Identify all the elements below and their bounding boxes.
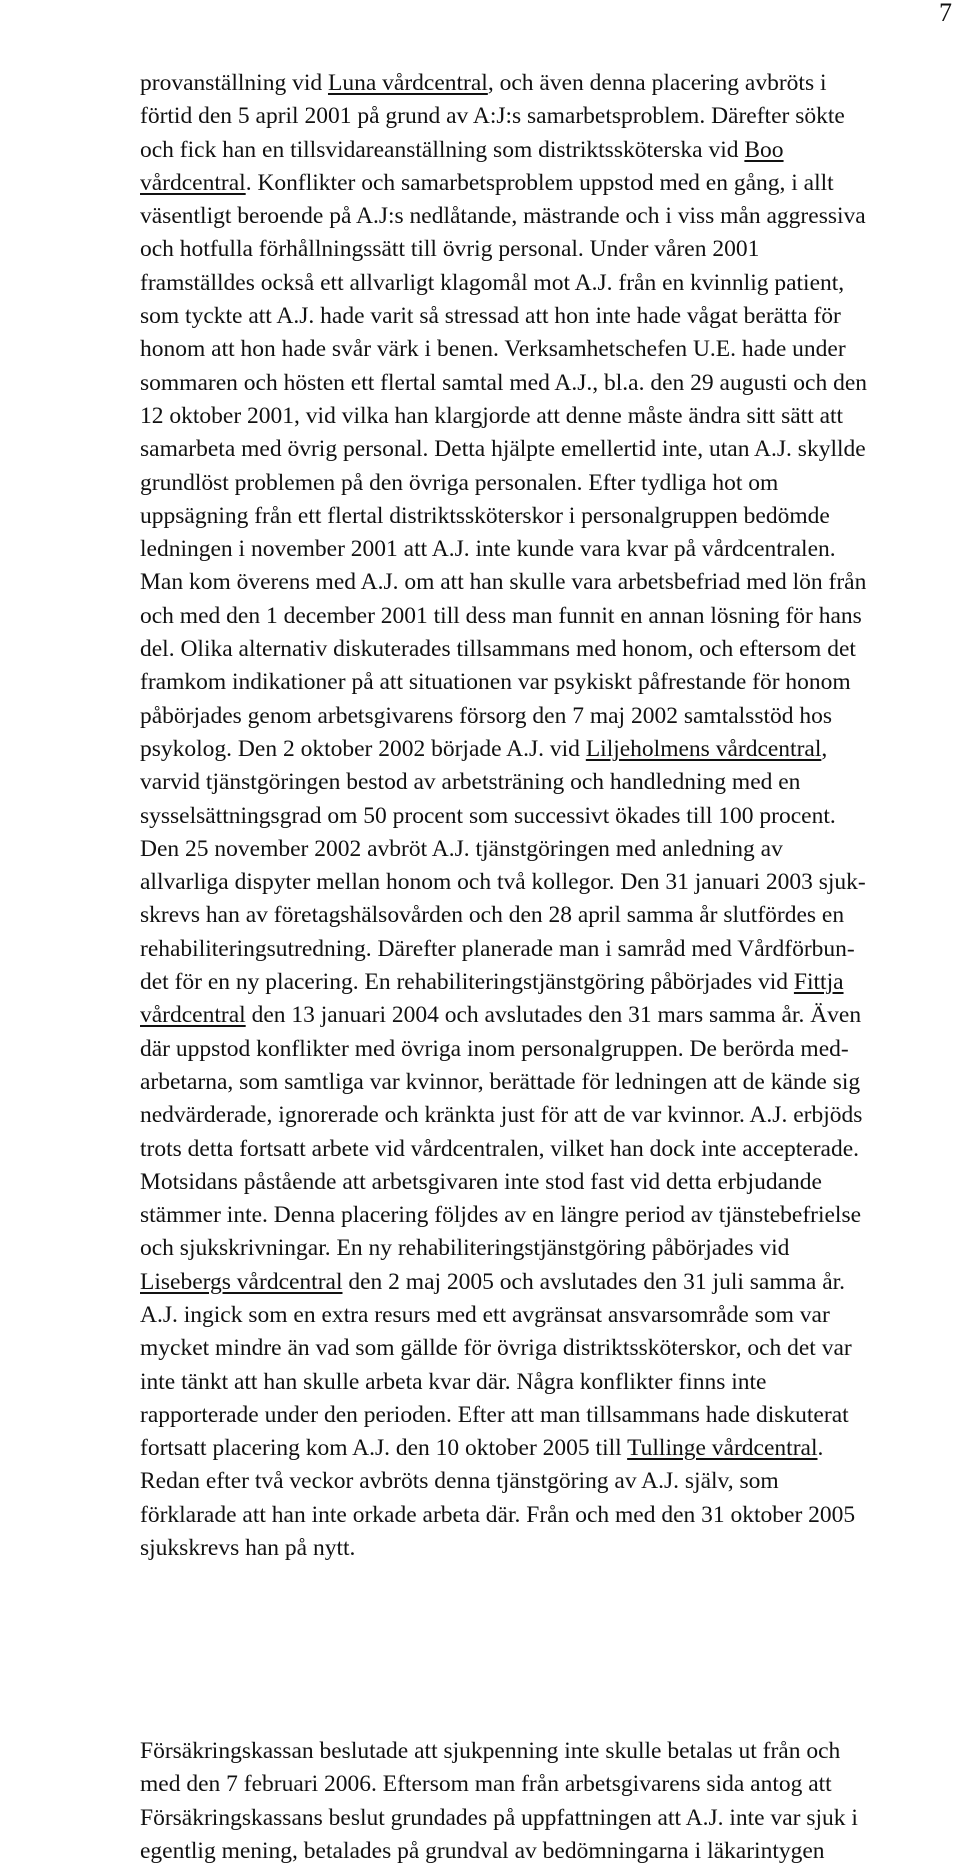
text-segment: framkom indikationer på att situationen var psykiskt påfrestande för honom: [140, 669, 851, 696]
text-segment: rapporterade under den perioden. Efter att man tillsammans hade diskuterat: [140, 1401, 849, 1428]
text-line: [140, 1299, 940, 1332]
page-number: 7: [939, 0, 952, 27]
text-line: [140, 1465, 940, 1498]
text-line: [140, 467, 940, 500]
text-segment: mycket mindre än vad som gällde för övriga distriktssköterskor, och det var: [140, 1335, 852, 1362]
text-line: [140, 1532, 940, 1565]
underlined-place-name: Lisebergs vårdcentral: [140, 1268, 343, 1295]
text-segment: som tyckte att A.J. hade varit så stressad att hon inte hade vågat berätta för: [140, 303, 841, 330]
text-line: [140, 766, 940, 799]
text-segment: framställdes också ett allvarligt klagomål mot A.J. från en kvinnlig patient,: [140, 269, 845, 296]
text-line: [140, 400, 940, 433]
text-line: [140, 1366, 940, 1399]
text-segment: och med den 1 december 2001 till dess man funnit en annan lösning för hans: [140, 602, 862, 629]
text-line: [140, 1432, 940, 1465]
text-segment: Man kom överens med A.J. om att han skulle vara arbetsbefriad med lön från: [140, 569, 867, 596]
text-line: [140, 733, 940, 766]
text-segment: förklarade att han inte orkade arbeta där. Från och med den 31 oktober 2005: [140, 1501, 856, 1528]
text-segment: samarbeta med övrig personal. Detta hjälpte emellertid inte, utan A.J. skyllde: [140, 436, 866, 463]
underlined-place-name: vårdcentral: [140, 1002, 246, 1029]
text-line: [140, 933, 940, 966]
text-segment: väsentligt beroende på A.J:s nedlåtande, mästrande och i viss mån aggressiva: [140, 203, 866, 230]
text-segment: sommaren och hösten ett flertal samtal med A.J., bl.a. den 29 augusti och den: [140, 369, 868, 396]
text-line: [140, 1232, 940, 1265]
text-line: [140, 233, 940, 266]
text-line: [140, 167, 940, 200]
text-segment: rehabiliteringsutredning. Därefter planerade man i samråd med Vårdförbun-: [140, 935, 855, 962]
text-line: [140, 433, 940, 466]
text-segment: med den 7 februari 2006. Eftersom man från arbetsgivarens sida antog att: [140, 1771, 832, 1798]
text-segment: och hotfulla förhållningssätt till övrig personal. Under våren 2001: [140, 236, 760, 263]
text-segment: Försäkringskassan beslutade att sjukpenning inte skulle betalas ut från och: [140, 1738, 841, 1764]
text-line: [140, 1199, 940, 1232]
text-segment: A.J. ingick som en extra resurs med ett avgränsat ansvarsområde som var: [140, 1301, 830, 1328]
text-line: [140, 899, 940, 932]
text-line: [140, 1332, 940, 1365]
text-segment: där uppstod konflikter med övriga inom personalgruppen. De berörda med-: [140, 1035, 849, 1062]
text-segment: provanställning vid: [140, 70, 328, 96]
underlined-place-name: Liljeholmens vårdcentral: [585, 735, 822, 762]
text-line: [140, 800, 940, 833]
underlined-place-name: Fittja: [793, 969, 844, 996]
text-line: [140, 200, 940, 233]
text-segment: den 2 maj 2005 och avslutades den 31 juli samma år.: [342, 1268, 846, 1295]
text-line: [140, 367, 940, 400]
body-paragraph-2: [140, 1735, 940, 1868]
text-line: [140, 999, 940, 1032]
text-line: [140, 1835, 940, 1868]
text-line: [140, 300, 940, 333]
text-line: [140, 67, 940, 100]
text-line: [140, 1399, 940, 1432]
text-line: [140, 866, 940, 899]
text-segment: Försäkringskassans beslut grundades på uppfattningen att A.J. inte var sjuk i: [140, 1804, 858, 1831]
underlined-place-name: Tullinge vårdcentral: [627, 1435, 818, 1462]
text-line: [140, 100, 940, 133]
text-segment: och sjukskrivningar. En ny rehabiliteringstjänstgöring påbörjades vid: [140, 1235, 790, 1262]
text-segment: sjukskrevs han på nytt.: [140, 1535, 356, 1562]
text-segment: påbörjades genom arbetsgivarens försorg den 7 maj 2002 samtalsstöd hos: [140, 702, 833, 729]
text-line: [140, 533, 940, 566]
text-segment: sysselsättningsgrad om 50 procent som successivt ökades till 100 procent.: [140, 802, 836, 829]
text-segment: nedvärderade, ignorerade och kränkta just för att de var kvinnor. A.J. erbjöds: [140, 1102, 863, 1129]
text-segment: uppsägning från ett flertal distriktssköterskor i personalgruppen bedömde: [140, 502, 830, 529]
text-segment: stämmer inte. Denna placering följdes av en längre period av tjänstebefrielse: [140, 1202, 862, 1229]
text-segment: Den 25 november 2002 avbröt A.J. tjänstgöringen med anledning av: [140, 835, 783, 862]
text-line: [140, 500, 940, 533]
text-segment: Motsidans påstående att arbetsgivaren inte stod fast vid detta erbjudande: [140, 1168, 822, 1195]
text-segment: den 13 januari 2004 och avslutades den 31 mars samma år. Även: [245, 1002, 862, 1029]
text-segment: .: [817, 1435, 824, 1462]
text-segment: 12 oktober 2001, vid vilka han klargjorde att denne måste ändra sitt sätt att: [140, 402, 844, 429]
text-line: [140, 1066, 940, 1099]
text-line: [140, 666, 940, 699]
text-segment: och fick han en tillsvidareanställning som distriktssköterska vid: [140, 136, 745, 163]
text-segment: egentlig mening, betalades på grundval av bedömningarna i läkarintygen: [140, 1837, 825, 1864]
text-segment: Redan efter två veckor avbröts denna tjänstgöring av A.J. själv, som: [140, 1468, 779, 1495]
text-segment: psykolog. Den 2 oktober 2002 började A.J. vid: [140, 735, 586, 762]
text-segment: fortsatt placering kom A.J. den 10 oktober 2005 till: [140, 1435, 628, 1462]
underlined-place-name: Luna vårdcentral: [327, 70, 488, 96]
text-segment: skrevs han av företagshälsovården och den 28 april samma år slutfördes en: [140, 902, 845, 929]
text-segment: . Konflikter och samarbetsproblem uppstod med en gång, i allt: [245, 169, 834, 196]
text-line: [140, 1735, 940, 1768]
text-segment: allvarliga dispyter mellan honom och två kollegor. Den 31 januari 2003 sjuk-: [140, 869, 866, 896]
text-line: [140, 267, 940, 300]
text-line: [140, 566, 940, 599]
text-line: [140, 1802, 940, 1835]
text-line: [140, 1499, 940, 1532]
underlined-place-name: vårdcentral: [140, 169, 246, 196]
body-paragraph-1: [140, 67, 940, 1565]
underlined-place-name: Boo: [744, 136, 784, 163]
text-segment: del. Olika alternativ diskuterades tillsammans med honom, och eftersom det: [140, 636, 856, 663]
text-line: [140, 1768, 940, 1801]
text-segment: ledningen i november 2001 att A.J. inte kunde vara kvar på vårdcentralen.: [140, 536, 836, 563]
text-line: [140, 966, 940, 999]
text-line: [140, 1266, 940, 1299]
text-segment: , och även denna placering avbröts i: [487, 70, 827, 96]
text-line: [140, 1166, 940, 1199]
text-segment: trots detta fortsatt arbete vid vårdcentralen, vilket han dock inte accepterade.: [140, 1135, 860, 1162]
text-segment: ,: [821, 735, 828, 762]
text-segment: förtid den 5 april 2001 på grund av A:J:s samarbetsproblem. Därefter sökte: [140, 103, 845, 130]
text-line: [140, 833, 940, 866]
text-line: [140, 1099, 940, 1132]
text-line: [140, 134, 940, 167]
text-line: [140, 333, 940, 366]
text-segment: honom att hon hade svår värk i benen. Verksamhetschefen U.E. hade under: [140, 336, 846, 363]
text-segment: det för en ny placering. En rehabiliteringstjänstgöring påbörjades vid: [140, 969, 794, 996]
text-segment: varvid tjänstgöringen bestod av arbetsträning och handledning med en: [140, 769, 801, 796]
text-line: [140, 1133, 940, 1166]
text-line: [140, 633, 940, 666]
text-segment: inte tänkt att han skulle arbeta kvar där. Några konflikter finns inte: [140, 1368, 767, 1395]
text-line: [140, 700, 940, 733]
text-segment: grundlöst problemen på den övriga personalen. Efter tydliga hot om: [140, 469, 779, 496]
text-line: [140, 1033, 940, 1066]
text-segment: arbetarna, som samtliga var kvinnor, berättade för ledningen att de kände sig: [140, 1068, 861, 1095]
text-line: [140, 600, 940, 633]
